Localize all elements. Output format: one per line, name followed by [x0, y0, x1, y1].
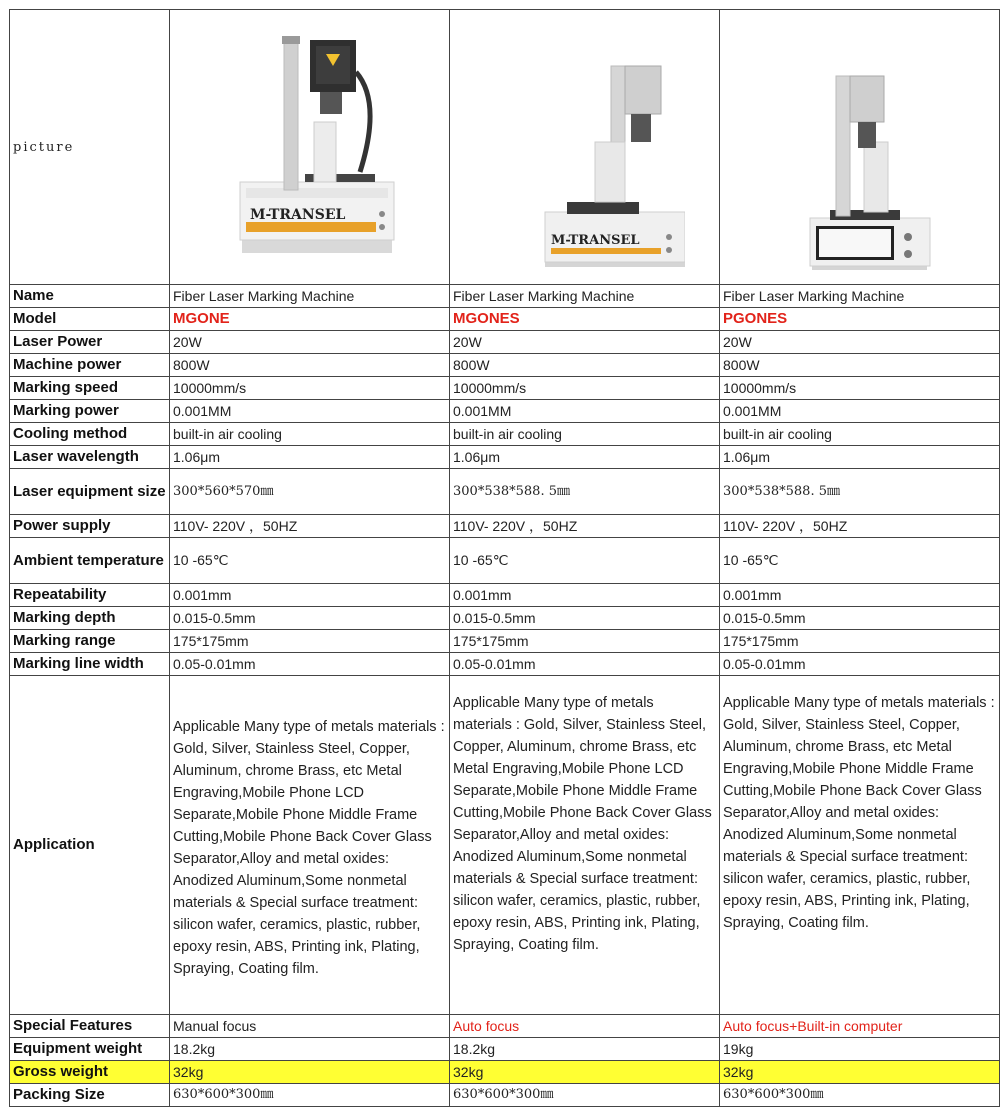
brand-text: M-TRANSEL: [249, 207, 345, 223]
cell-value: 630*600*300㎜: [720, 1084, 1000, 1107]
cell-value: 1.06μm: [450, 446, 720, 469]
row-label: Marking depth: [10, 607, 170, 630]
picture-row: [10, 10, 1000, 285]
cell-value: 18.2kg: [450, 1038, 720, 1061]
cell-value: 1.06μm: [720, 446, 1000, 469]
cell-value: 20W: [170, 331, 450, 354]
cell-value: MGONE: [170, 308, 450, 331]
cell-value: Applicable Many type of metals materials : Gold, Silver, Stainless Steel, Copper, Aluminum, chrome Brass, etc Metal Engraving,Mobile Phone LCD Separate,Mobile Phone Middle Frame Cutting,Mobile Phone Back Cover Glass Separator,Alloy and metal oxides: Anodized Aluminum,Some nonmetal materials & Special surface treatment: silicon wafer, ceramics, plastic, rubber, epoxy resin, ABS, Printing ink, Plating, Spraying, Coating film.: [450, 676, 720, 1015]
row-marking-power: [10, 400, 1000, 423]
row-marking-depth: [10, 607, 1000, 630]
cell-value: Auto focus: [450, 1015, 720, 1038]
row-marking-speed: [10, 377, 1000, 400]
row-label: Laser Power: [10, 331, 170, 354]
cell-value: 10 -65℃: [170, 538, 450, 584]
row-packing-size: [10, 1084, 1000, 1107]
cell-value: 1.06μm: [170, 446, 450, 469]
cell-value: 20W: [720, 331, 1000, 354]
cell-value: 0.001mm: [720, 584, 1000, 607]
row-label: Marking range: [10, 630, 170, 653]
row-name: [10, 285, 1000, 308]
row-laser-equipment-size: [10, 469, 1000, 515]
row-label: Marking speed: [10, 377, 170, 400]
cell-value: 110V- 220V ，50HZ: [450, 515, 720, 538]
cell-value: Manual focus: [170, 1015, 450, 1038]
row-application: [10, 676, 1000, 1015]
cell-value: 300*560*570㎜: [170, 469, 450, 515]
cell-value: 175*175mm: [450, 630, 720, 653]
machine-photo-mgone: [210, 22, 410, 272]
cell-value: 800W: [450, 354, 720, 377]
cell-value: 32kg: [170, 1061, 450, 1084]
cell-value: built-in air cooling: [450, 423, 720, 446]
row-special-features: [10, 1015, 1000, 1038]
cell-value: 10 -65℃: [720, 538, 1000, 584]
row-label: Machine power: [10, 354, 170, 377]
cell-value: Fiber Laser Marking Machine: [720, 285, 1000, 308]
picture-label-cell: [10, 10, 170, 285]
cell-value: 0.05-0.01mm: [720, 653, 1000, 676]
row-laser-power: [10, 331, 1000, 354]
cell-value: 800W: [170, 354, 450, 377]
cell-value: 10000mm/s: [720, 377, 1000, 400]
cell-value: 0.015-0.5mm: [450, 607, 720, 630]
machine-photo-cell-3: [720, 10, 1000, 285]
cell-value: 19kg: [720, 1038, 1000, 1061]
cell-value: 0.001MM: [170, 400, 450, 423]
row-label: Laser wavelength: [10, 446, 170, 469]
row-power-supply: [10, 515, 1000, 538]
row-model: [10, 308, 1000, 331]
cell-value: 800W: [720, 354, 1000, 377]
cell-value: 630*600*300㎜: [450, 1084, 720, 1107]
cell-value: 0.001MM: [720, 400, 1000, 423]
row-label: Laser equipment size: [10, 469, 170, 515]
cell-value: PGONES: [720, 308, 1000, 331]
cell-value: 32kg: [450, 1061, 720, 1084]
machine-photo-cell-2: [450, 10, 720, 285]
cell-value: 10000mm/s: [170, 377, 450, 400]
row-marking-range: [10, 630, 1000, 653]
cell-value: Auto focus+Built-in computer: [720, 1015, 1000, 1038]
cell-value: 110V- 220V ，50HZ: [720, 515, 1000, 538]
cell-value: 10000mm/s: [450, 377, 720, 400]
cell-value: Applicable Many type of metals materials : Gold, Silver, Stainless Steel, Copper, Aluminum, chrome Brass, etc Metal Engraving,Mobile Phone LCD Separate,Mobile Phone Middle Frame Cutting,Mobile Phone Back Cover Glass Separator,Alloy and metal oxides: Anodized Aluminum,Some nonmetal materials & Special surface treatment: silicon wafer, ceramics, plastic, rubber, epoxy resin, ABS, Printing ink, Plating, Spraying, Coating film.: [170, 676, 450, 1015]
row-equipment-weight: [10, 1038, 1000, 1061]
brand-text: M-TRANSEL: [550, 233, 640, 248]
cell-value: 0.015-0.5mm: [720, 607, 1000, 630]
row-label: Marking power: [10, 400, 170, 423]
cell-value: 0.001mm: [450, 584, 720, 607]
row-gross-weight: [10, 1061, 1000, 1084]
cell-value: Applicable Many type of metals materials : Gold, Silver, Stainless Steel, Copper, Aluminum, chrome Brass, etc Metal Engraving,Mobile Phone Middle Frame Cutting,Mobile Phone Back Cover Glass Separator,Alloy and metal oxides: Anodized Aluminum,Some nonmetal materials & Special surface treatment: silicon wafer, ceramics, plastic, rubber, epoxy resin, ABS, Printing ink, Plating, Spraying, Coating film.: [720, 676, 1000, 1015]
cell-value: 18.2kg: [170, 1038, 450, 1061]
cell-value: 20W: [450, 331, 720, 354]
cell-value: MGONES: [450, 308, 720, 331]
cell-value: Fiber Laser Marking Machine: [170, 285, 450, 308]
picture-label: picture: [13, 140, 75, 156]
row-label: Name: [10, 285, 170, 308]
cell-value: 0.015-0.5mm: [170, 607, 450, 630]
cell-value: 300*538*588. 5㎜: [450, 469, 720, 515]
row-label: Model: [10, 308, 170, 331]
row-cooling-method: [10, 423, 1000, 446]
row-label: Gross weight: [10, 1061, 170, 1084]
row-label: Packing Size: [10, 1084, 170, 1107]
machine-photo-mgones: [485, 22, 685, 272]
cell-value: Fiber Laser Marking Machine: [450, 285, 720, 308]
cell-value: 10 -65℃: [450, 538, 720, 584]
row-label: Cooling method: [10, 423, 170, 446]
machine-photo-cell-1: [170, 10, 450, 285]
cell-value: 175*175mm: [170, 630, 450, 653]
cell-value: 0.05-0.01mm: [450, 653, 720, 676]
spec-table: [9, 9, 1000, 1107]
row-laser-wavelength: [10, 446, 1000, 469]
cell-value: 0.05-0.01mm: [170, 653, 450, 676]
row-label: Equipment weight: [10, 1038, 170, 1061]
machine-photo-pgones: [760, 22, 960, 272]
cell-value: 110V- 220V ，50HZ: [170, 515, 450, 538]
row-marking-line-width: [10, 653, 1000, 676]
row-label: Special Features: [10, 1015, 170, 1038]
cell-value: 0.001mm: [170, 584, 450, 607]
cell-value: 175*175mm: [720, 630, 1000, 653]
cell-value: 0.001MM: [450, 400, 720, 423]
row-label: Application: [10, 676, 170, 1015]
row-repeatability: [10, 584, 1000, 607]
row-label: Repeatability: [10, 584, 170, 607]
row-label: Marking line width: [10, 653, 170, 676]
row-label: Power supply: [10, 515, 170, 538]
row-ambient-temperature: [10, 538, 1000, 584]
cell-value: 630*600*300㎜: [170, 1084, 450, 1107]
row-machine-power: [10, 354, 1000, 377]
cell-value: 32kg: [720, 1061, 1000, 1084]
cell-value: built-in air cooling: [170, 423, 450, 446]
row-label: Ambient temperature: [10, 538, 170, 584]
cell-value: 300*538*588. 5㎜: [720, 469, 1000, 515]
cell-value: built-in air cooling: [720, 423, 1000, 446]
